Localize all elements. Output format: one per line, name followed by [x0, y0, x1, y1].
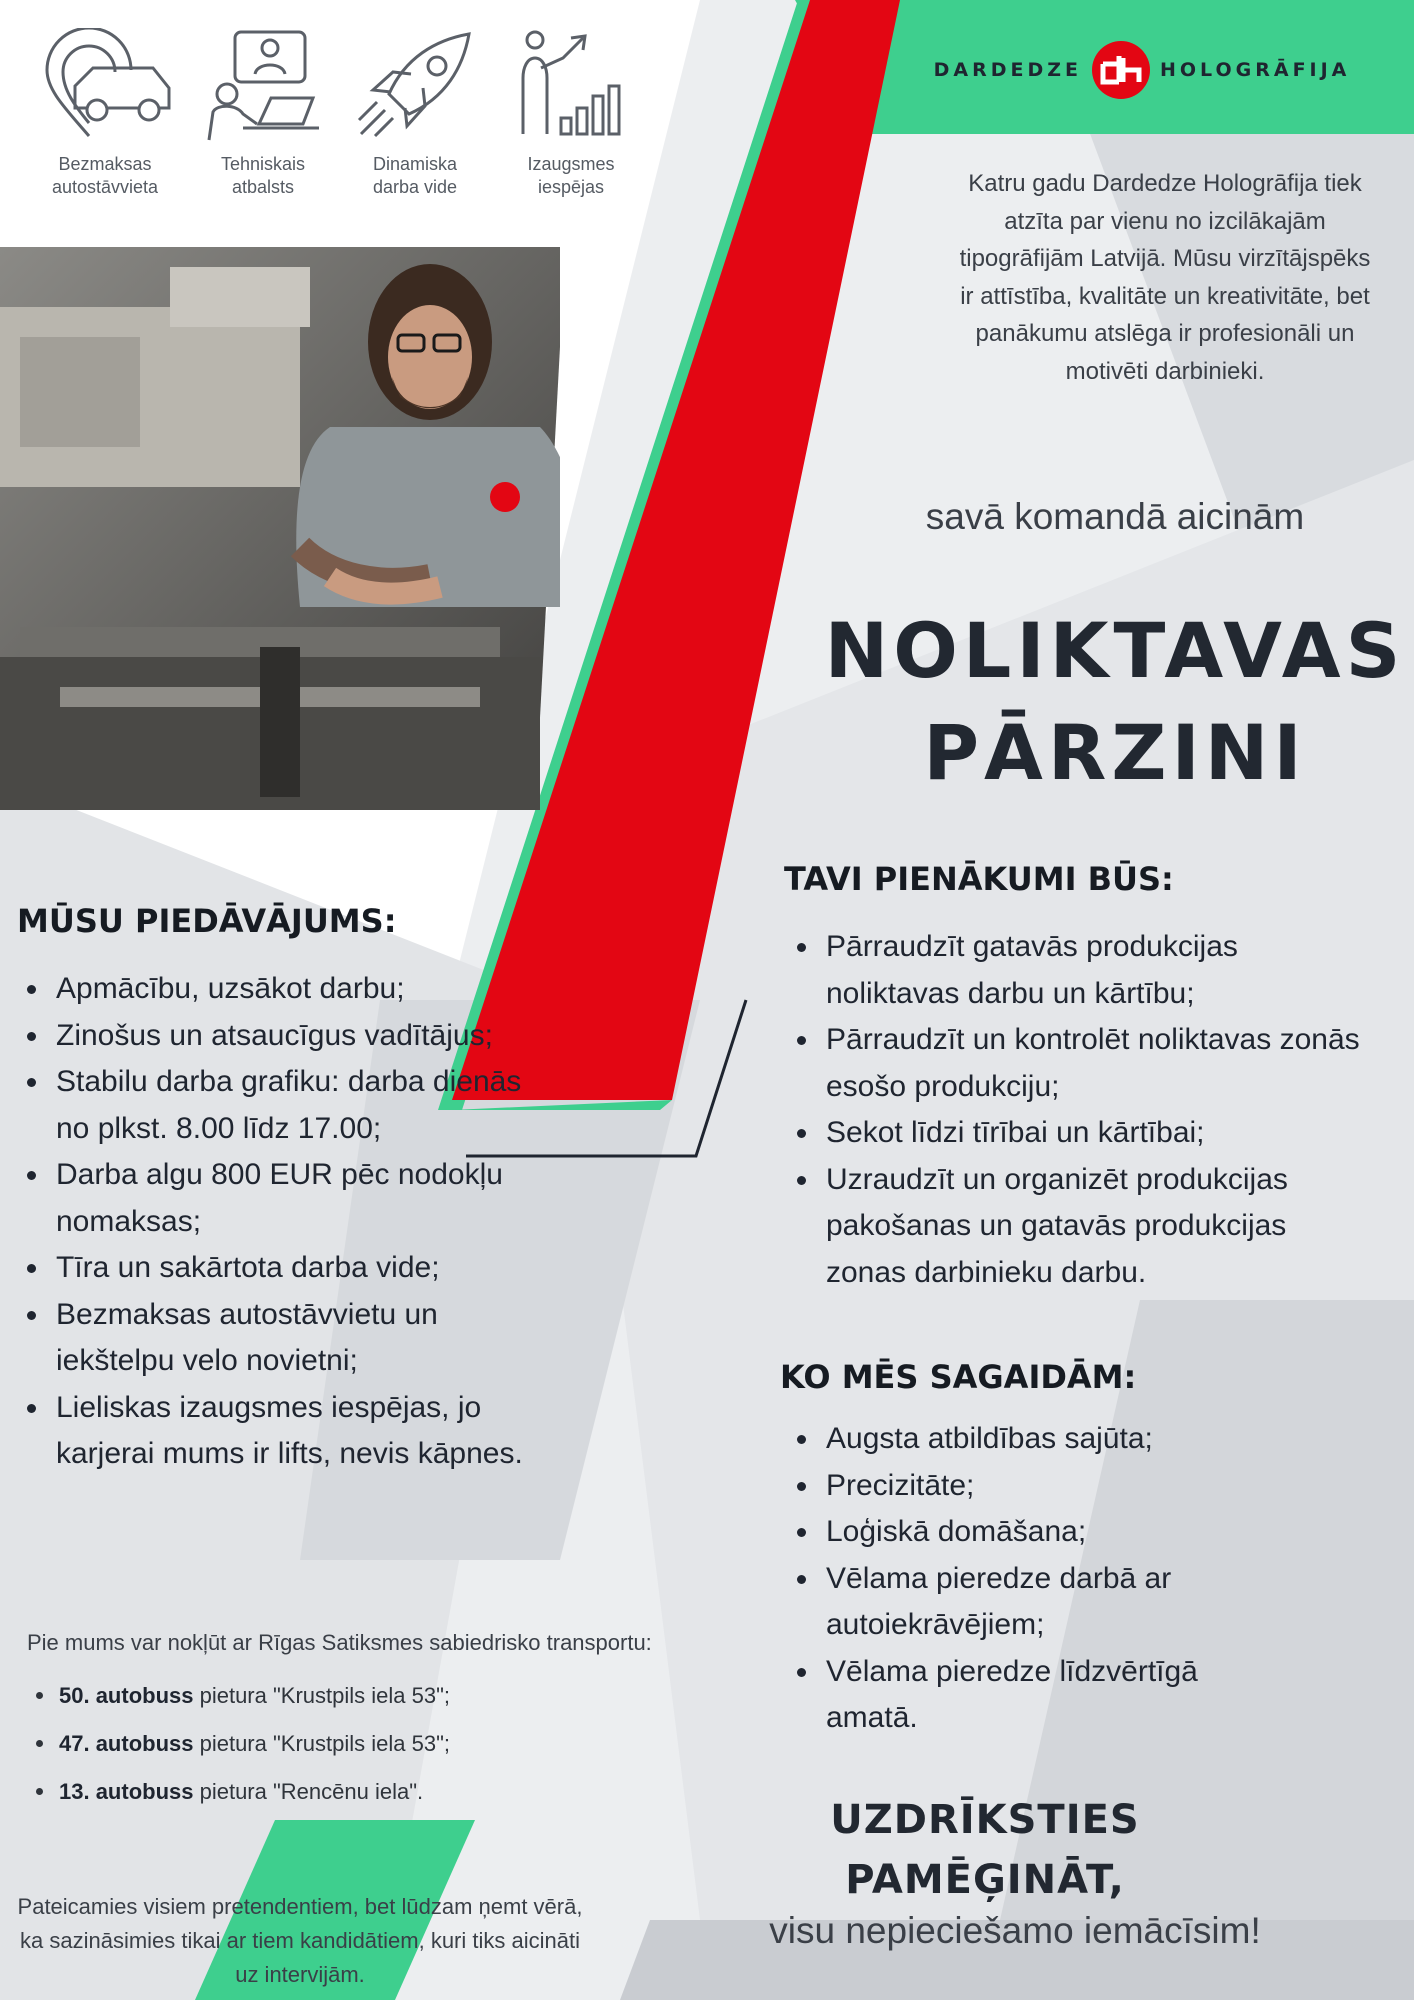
job-title: [820, 600, 1410, 804]
thanks-note: Pateicamies visiem pretendentiem, bet lūdzam ņemt vērā, ka sazināsimies tikai ar tiem kandidātiem, kuri tiks aicināti uz intervijām.: [17, 1894, 583, 1987]
bus-stop: pietura "Krustpils iela 53";: [193, 1683, 451, 1708]
invite-line: savā komandā aicinām: [925, 496, 1305, 537]
list-item: Tīra un sakārtota darba vide;: [18, 1245, 528, 1292]
list-item: Vēlama pieredze līdzvērtīgā amatā.: [788, 1649, 1288, 1742]
job-title-line2: PĀRZINI: [923, 708, 1307, 797]
expect-heading: KO MĒS SAGAIDĀM:: [780, 1358, 1137, 1396]
list-item: Darba algu 800 EUR pēc nodokļu nomaksas;: [18, 1152, 528, 1245]
transport-intro: Pie mums var nokļūt ar Rīgas Satiksmes sabiedrisko transportu:: [27, 1630, 652, 1655]
duties-heading: TAVI PIENĀKUMI BŪS:: [784, 860, 1174, 898]
list-item: Stabilu darba grafiku: darba dienās no plkst. 8.00 līdz 17.00;: [18, 1059, 528, 1152]
bus-stop: pietura "Krustpils iela 53";: [193, 1731, 451, 1756]
cta-subline: visu nepieciešamo iemācīsim!: [769, 1910, 1261, 1951]
list-item: Pārraudzīt gatavās produkcijas noliktavas darbu un kārtību;: [788, 924, 1368, 1017]
list-item: Bezmaksas autostāvvietu un iekštelpu velo novietni;: [18, 1292, 528, 1385]
job-title-line1: NOLIKTAVAS: [824, 606, 1406, 695]
car-location-icon: [35, 28, 175, 143]
duties-list: [788, 924, 1368, 1296]
benefit-growth: [496, 28, 646, 199]
logo-text-right: HOLOGRĀFIJA: [1160, 59, 1351, 81]
list-item: Uzraudzīt un organizēt produkcijas pakošanas un gatavās produkcijas zonas darbinieku darbu.: [788, 1157, 1368, 1297]
cta-line2: PAMĒĢINĀT,: [845, 1857, 1125, 1903]
benefit-label: Tehniskais atbalsts: [220, 154, 306, 197]
list-item: Vēlama pieredze darbā ar autoiekrāvējiem;: [788, 1556, 1288, 1649]
benefit-label: Dinamiska darba vide: [372, 154, 458, 197]
list-item: Augsta atbildības sajūta;: [788, 1416, 1288, 1463]
offer-heading: MŪSU PIEDĀVĀJUMS:: [17, 902, 397, 940]
list-item: Sekot līdzi tīrībai un kārtībai;: [788, 1110, 1368, 1157]
growth-chart-icon: [501, 28, 641, 143]
benefit-parking: [30, 28, 180, 199]
logo-text-left: DARDEDZE: [933, 59, 1082, 81]
expect-list: [788, 1416, 1288, 1742]
bus-stop: pietura "Rencēnu iela".: [193, 1779, 424, 1804]
worker-photo: [0, 247, 560, 810]
bus-item: [27, 1768, 450, 1816]
list-item: Precizitāte;: [788, 1463, 1288, 1510]
list-item: Lieliskas izaugsmes iespējas, jo karjerai mums ir lifts, nevis kāpnes.: [18, 1385, 528, 1478]
bus-number: 13. autobuss: [59, 1779, 194, 1804]
benefit-support: [188, 28, 338, 199]
benefit-environment: [340, 28, 490, 199]
list-item: Apmācību, uzsākot darbu;: [18, 966, 528, 1013]
benefit-label: Izaugsmes iespējas: [527, 154, 615, 197]
bus-number: 50. autobuss: [59, 1683, 194, 1708]
company-intro: Katru gadu Dardedze Hologrāfija tiek atzīta par vienu no izcilākajām tipogrāfijām Latvijā. Mūsu virzītājspēks ir attīstība, kvalitāte un kreativitāte, bet panākumu atslēga ir profesionāli un motivēti darbinieki.: [959, 170, 1371, 385]
bus-item: [27, 1720, 450, 1768]
rocket-icon: [345, 28, 485, 143]
list-item: Pārraudzīt un kontrolēt noliktavas zonās esošo produkciju;: [788, 1017, 1368, 1110]
cta-line1: UZDRĪKSTIES: [830, 1797, 1140, 1843]
bus-list: [27, 1672, 450, 1816]
company-logo: [905, 40, 1379, 100]
offer-list: [18, 966, 528, 1478]
list-item: Zinošus un atsaucīgus vadītājus;: [18, 1013, 528, 1060]
benefit-label: Bezmaksas autostāvvieta: [51, 154, 159, 197]
list-item: Loģiskā domāšana;: [788, 1509, 1288, 1556]
logo-mark-icon: [1092, 41, 1150, 99]
bus-item: [27, 1672, 450, 1720]
cta-heading: [750, 1790, 1220, 1910]
bus-number: 47. autobuss: [59, 1731, 194, 1756]
support-person-icon: [193, 28, 333, 143]
